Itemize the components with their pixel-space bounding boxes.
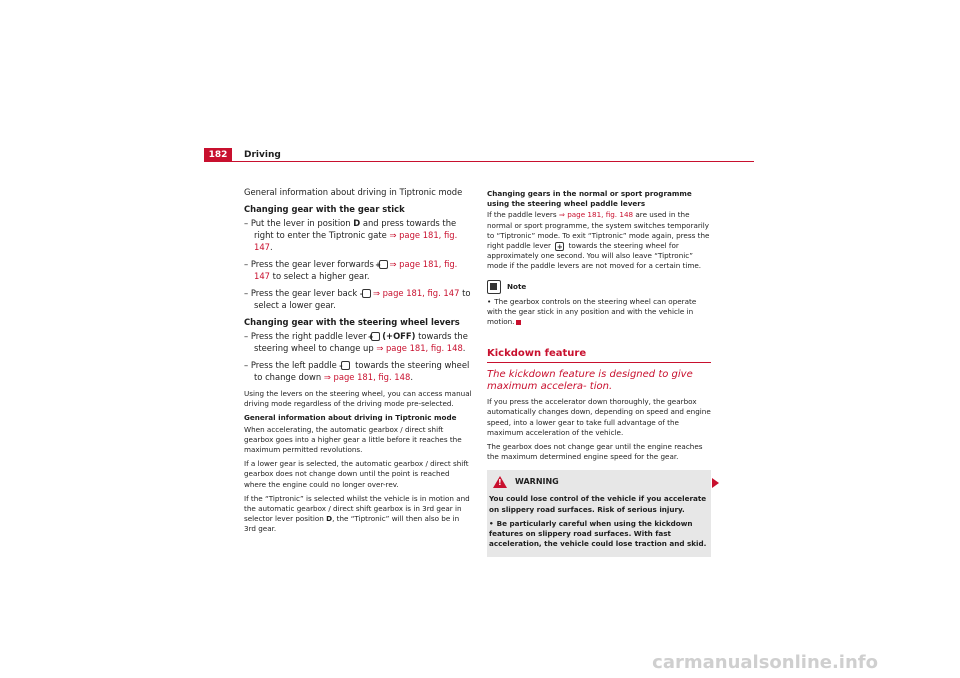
kickdown-rule xyxy=(487,362,711,363)
lower-gear-paragraph: If a lower gear is selected, the automatic gearbox / direct shift gearbox does not change down until the point is reached where the engine could no longer over-rev. xyxy=(244,459,469,489)
footer-watermark: carmanualsonline.info xyxy=(652,652,878,673)
note-text: • The gearbox controls on the steering wheel can operate with the gear stick in any position and with the vehicle in motion. xyxy=(487,297,711,328)
minus-icon: – xyxy=(341,361,350,370)
link-fig148[interactable]: ⇒ page 181, fig. 148 xyxy=(323,372,411,382)
step-4: – Press the right paddle lever + (+OFF) towards the steering wheel to change up ⇒ page 181, fig. 148. xyxy=(244,331,468,353)
page-number: 182 xyxy=(204,148,232,162)
intro-text: General information about driving in Tiptronic mode xyxy=(244,187,463,197)
tiptronic-paragraph: If the “Tiptronic” is selected whilst the vehicle is in motion and the automatic gearbox / direct shift gearbox is in 3rd gear in selector lever position D, the “Tiptronic” will then also be in 3rd gear. xyxy=(244,493,470,534)
kickdown-paragraph-1: If you press the accelerator down thoroughly, the gearbox automatically changes down, depending on speed and engine speed, into a lower gear to take full advantage of the maximum acceleration of the vehicle. xyxy=(487,397,711,437)
note-header xyxy=(487,280,711,294)
warning-box xyxy=(487,470,711,557)
link-fig147[interactable]: ⇒ page 181, fig. 147 xyxy=(254,259,458,281)
chapter-title: Driving xyxy=(244,150,281,160)
end-marker-icon xyxy=(516,320,521,325)
heading-changing-gears: Changing gears in the normal or sport programme using the steering wheel paddle levers xyxy=(487,189,692,209)
right-column xyxy=(487,189,711,557)
next-page-arrow-icon[interactable] xyxy=(712,478,719,488)
heading-wheel: Changing gear with the steering wheel levers xyxy=(244,317,460,327)
note-label: Note xyxy=(507,281,527,291)
link-fig147[interactable]: ⇒ page 181, fig. 147 xyxy=(254,230,458,252)
link-fig147[interactable]: ⇒ page 181, fig. 147 xyxy=(372,288,460,298)
step-5: – Press the left paddle – towards the steering wheel to change down ⇒ page 181, fig. 148. xyxy=(244,360,470,382)
minus-icon: – xyxy=(362,289,371,298)
link-fig148[interactable]: ⇒ page 181, fig. 148 xyxy=(376,343,463,353)
bullet-icon xyxy=(489,519,497,528)
plus-icon: + xyxy=(371,332,380,341)
warning-text-1: You could lose control of the vehicle if you accelerate on slippery road surfaces. Risk of serious injury. xyxy=(489,494,707,514)
kickdown-subtitle: The kickdown feature is designed to give maximum accelera- tion. xyxy=(487,369,693,393)
header-rule xyxy=(204,161,754,162)
step-2: – Press the gear lever forwards + ⇒ page 181, fig. 147 to select a higher gear. xyxy=(244,259,458,281)
warning-text-2: • Be particularly careful when using the kickdown features on slippery road surfaces. With fast acceleration, the vehicle could lose traction and skid. xyxy=(489,519,707,550)
link-fig148[interactable]: ⇒ page 181, fig. 148 xyxy=(558,210,634,220)
left-column xyxy=(244,186,472,539)
levers-paragraph: Using the levers on the steering wheel, you can access manual driving mode regardless of the driving mode pre-selected. xyxy=(244,389,472,409)
warning-header xyxy=(489,476,707,488)
kickdown-paragraph-2: The gearbox does not change gear until the engine reaches the maximum determined engine speed for the gear. xyxy=(487,442,703,462)
paddle-paragraph: If the paddle levers ⇒ page 181, fig. 148 are used in the normal or sport programme, the system switches temporarily to “Tiptronic” mode. To exit “Tiptronic” mode again, press the right paddle lever + towards the steering wheel for approximately one second. You will also leave “Tiptronic” mode if the paddle levers are not moved for a certain time. xyxy=(487,210,710,271)
warning-icon xyxy=(493,476,507,488)
accel-paragraph: When accelerating, the automatic gearbox / direct shift gearbox goes into a higher gear a little before it reaches the maximum permitted revolutions. xyxy=(244,424,462,455)
kickdown-title: Kickdown feature xyxy=(487,348,587,360)
plus-icon: + xyxy=(556,242,563,251)
step-1: – Put the lever in position D and press towards the right to enter the Tiptronic gate ⇒ page 181, fig. 147. xyxy=(244,218,458,252)
step-3: – Press the gear lever back – ⇒ page 181, fig. 147 to select a lower gear. xyxy=(244,288,471,310)
note-icon xyxy=(487,280,501,294)
heading-general: General information about driving in Tiptronic mode xyxy=(244,413,457,423)
plus-icon: + xyxy=(379,260,388,269)
warning-label: WARNING xyxy=(515,477,559,487)
heading-gear-stick: Changing gear with the gear stick xyxy=(244,204,405,214)
